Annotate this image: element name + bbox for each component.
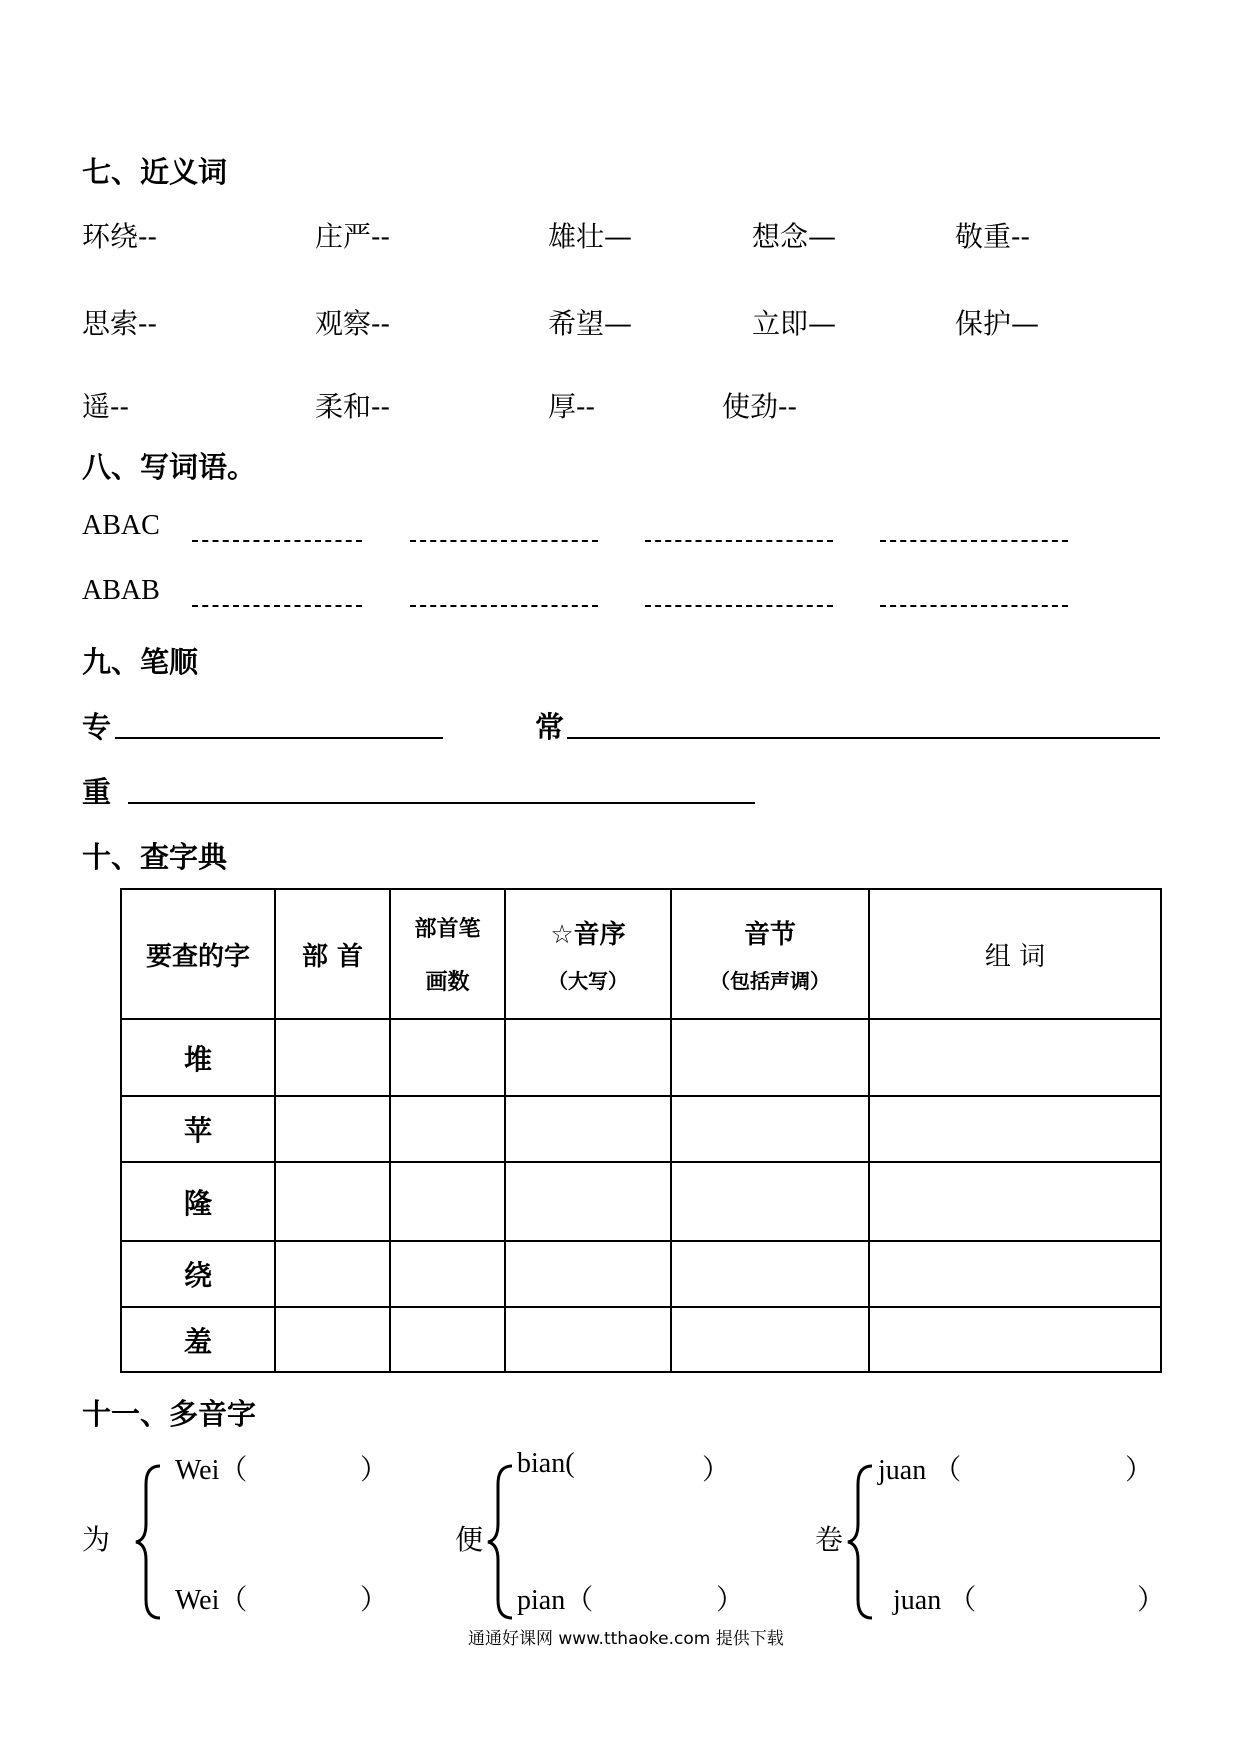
answer-cell[interactable] [869, 1162, 1161, 1241]
reading-bottom: pian（ [517, 1585, 594, 1616]
left-brace-icon [132, 1462, 166, 1622]
stroke-char: 重 [82, 775, 112, 809]
answer-cell[interactable] [275, 1241, 390, 1307]
row-char: 羞 [121, 1307, 275, 1372]
stroke-answer-line[interactable] [128, 802, 755, 804]
answer-line[interactable] [880, 605, 1068, 607]
synonym-item: 环绕-- [82, 220, 157, 253]
answer-cell[interactable] [869, 1307, 1161, 1372]
left-brace-icon [484, 1462, 518, 1622]
synonym-item: 立即— [752, 307, 837, 340]
answer-line[interactable] [192, 540, 362, 542]
answer-line[interactable] [645, 540, 833, 542]
pattern-label: ABAC [82, 510, 160, 541]
section-stroke-order-title: 九、笔顺 [82, 645, 199, 679]
footer-text: 通通好课网 www.tthaoke.com 提供下载 [468, 1629, 784, 1649]
answer-line[interactable] [192, 605, 362, 607]
answer-cell[interactable] [275, 1307, 390, 1372]
row-char: 苹 [121, 1096, 275, 1162]
answer-cell[interactable] [390, 1096, 505, 1162]
synonym-item: 庄严-- [315, 220, 390, 253]
header-syllable-main: 音节 [743, 920, 796, 950]
pattern-label: ABAB [82, 575, 160, 606]
section-polyphone-title: 十一、多音字 [82, 1397, 257, 1431]
close-paren: ） [360, 1455, 389, 1486]
row-char: 堆 [121, 1019, 275, 1096]
section-write-words-title: 八、写词语。 [82, 450, 257, 484]
synonym-item: 使劲-- [722, 390, 797, 423]
stroke-answer-line[interactable] [115, 737, 443, 739]
answer-cell[interactable] [671, 1162, 869, 1241]
header-phonetic-order [505, 889, 671, 1019]
answer-line[interactable] [645, 605, 833, 607]
header-radical-strokes-line2: 画数 [425, 970, 470, 995]
left-brace-icon [844, 1462, 878, 1622]
header-radical-strokes-line1: 部首笔 [414, 917, 481, 942]
answer-cell[interactable] [390, 1162, 505, 1241]
table-header-row [121, 889, 1161, 1019]
answer-cell[interactable] [671, 1019, 869, 1096]
synonym-item: 想念— [752, 220, 837, 253]
section-dictionary-title: 十、查字典 [82, 840, 228, 874]
header-syllable-sub: （包括声调） [710, 969, 830, 993]
header-char: 要查的字 [121, 889, 275, 1019]
answer-cell[interactable] [505, 1241, 671, 1307]
answer-line[interactable] [410, 605, 598, 607]
header-radical-strokes [390, 889, 505, 1019]
polyphone-char: 便 [455, 1523, 484, 1556]
table-row [121, 1096, 1161, 1162]
answer-cell[interactable] [505, 1307, 671, 1372]
row-char: 隆 [121, 1162, 275, 1241]
answer-cell[interactable] [390, 1241, 505, 1307]
dictionary-table [120, 888, 1162, 1373]
stroke-char: 专 [82, 710, 112, 744]
answer-cell[interactable] [869, 1019, 1161, 1096]
close-paren: ） [1137, 1585, 1166, 1616]
synonym-item: 希望— [548, 307, 633, 340]
reading-top: Wei（ [175, 1455, 248, 1486]
close-paren: ） [360, 1585, 389, 1616]
close-paren: ） [702, 1455, 731, 1486]
row-char: 绕 [121, 1241, 275, 1307]
header-phonetic-order-main: ☆音序 [550, 920, 626, 950]
close-paren: ） [1125, 1455, 1154, 1486]
answer-line[interactable] [410, 540, 598, 542]
stroke-char: 常 [535, 710, 565, 744]
synonym-item: 厚-- [548, 390, 595, 423]
answer-cell[interactable] [505, 1096, 671, 1162]
synonym-item: 思索-- [82, 307, 157, 340]
synonym-item: 雄壮— [548, 220, 633, 253]
answer-line[interactable] [880, 540, 1068, 542]
reading-top: bian( [517, 1448, 575, 1479]
answer-cell[interactable] [390, 1019, 505, 1096]
reading-bottom: juan （ [893, 1585, 977, 1616]
header-words: 组 词 [869, 889, 1161, 1019]
polyphone-char: 为 [82, 1523, 111, 1556]
answer-cell[interactable] [505, 1162, 671, 1241]
table-row [121, 1019, 1161, 1096]
table-row [121, 1241, 1161, 1307]
answer-cell[interactable] [390, 1307, 505, 1372]
synonym-item: 遥-- [82, 390, 129, 423]
polyphone-char: 卷 [815, 1523, 844, 1556]
synonym-item: 柔和-- [315, 390, 390, 423]
answer-cell[interactable] [275, 1162, 390, 1241]
answer-cell[interactable] [275, 1019, 390, 1096]
header-radical: 部 首 [275, 889, 390, 1019]
answer-cell[interactable] [869, 1096, 1161, 1162]
synonym-item: 保护— [955, 307, 1040, 340]
answer-cell[interactable] [869, 1241, 1161, 1307]
answer-cell[interactable] [671, 1096, 869, 1162]
header-phonetic-order-sub: （大写） [548, 969, 628, 993]
close-paren: ） [716, 1585, 745, 1616]
answer-cell[interactable] [275, 1096, 390, 1162]
stroke-answer-line[interactable] [567, 737, 1160, 739]
answer-cell[interactable] [505, 1019, 671, 1096]
answer-cell[interactable] [671, 1241, 869, 1307]
table-row [121, 1162, 1161, 1241]
reading-bottom: Wei（ [175, 1585, 248, 1616]
table-row [121, 1307, 1161, 1372]
synonym-item: 敬重-- [955, 220, 1030, 253]
synonym-item: 观察-- [315, 307, 390, 340]
header-syllable [671, 889, 869, 1019]
section-synonyms-title: 七、近义词 [82, 155, 228, 189]
reading-top: juan （ [878, 1455, 962, 1486]
answer-cell[interactable] [671, 1307, 869, 1372]
